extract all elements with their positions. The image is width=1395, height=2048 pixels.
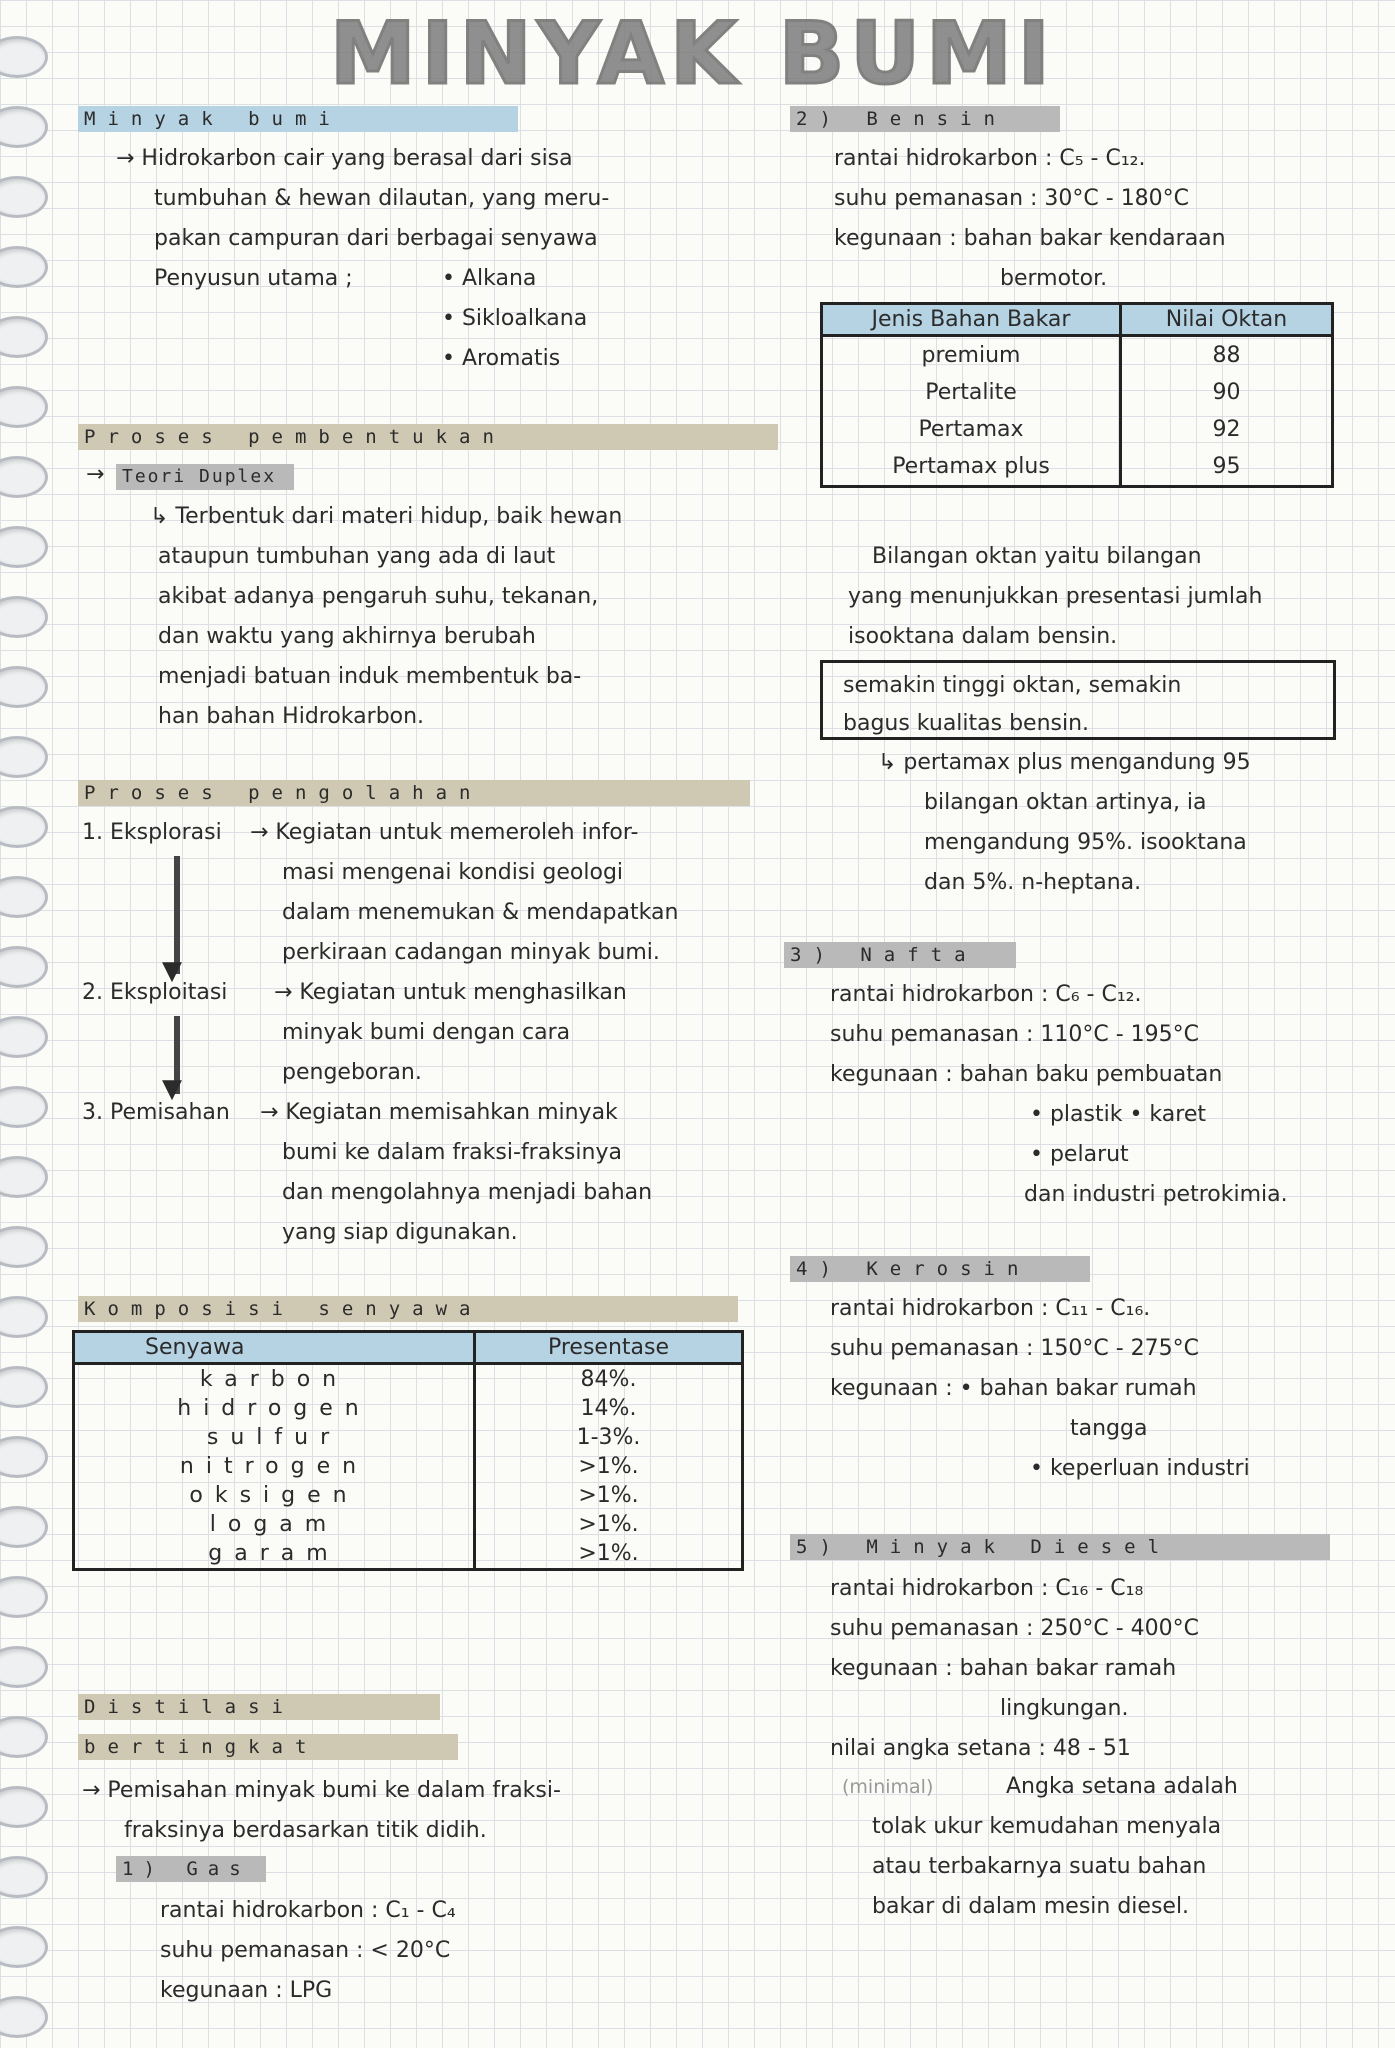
step-line: → Kegiatan untuk memeroleh infor-	[250, 820, 639, 845]
section-heading-proses-pembentukan: Proses pembentukan	[78, 424, 778, 450]
nafta-line: rantai hidrokarbon : C₆ - C₁₂.	[830, 982, 1142, 1007]
setana-note-label: (minimal)	[842, 1776, 934, 1798]
step-label: 1. Eksplorasi	[82, 820, 222, 845]
table-cell: karbon	[74, 1364, 475, 1395]
oktan-box-line: bagus kualitas bensin.	[843, 711, 1090, 736]
table-row	[74, 1394, 743, 1423]
nafta-line: suhu pemanasan : 110°C - 195°C	[830, 1022, 1200, 1047]
table-cell: 95	[1212, 454, 1241, 479]
step-line: dan mengolahnya menjadi bahan	[282, 1180, 653, 1205]
table-header: Nilai Oktan	[1165, 307, 1288, 332]
bensin-line: suhu pemanasan : 30°C - 180°C	[834, 186, 1190, 211]
teori-line: akibat adanya pengaruh suhu, tekanan,	[158, 584, 599, 609]
section-heading-proses-pengolahan: Proses pengolahan	[78, 780, 750, 806]
oktan-note-line: mengandung 95%. isooktana	[924, 830, 1247, 855]
step-label: 2. Eksploitasi	[82, 980, 228, 1005]
setana-definition-line: Angka setana adalah	[1006, 1774, 1238, 1799]
table-row	[822, 448, 1333, 487]
table-row	[74, 1510, 743, 1539]
kerosin-use: tangga	[1070, 1416, 1148, 1441]
table-cell: Pertamax plus	[822, 448, 1121, 487]
section-heading-komposisi: Komposisi senyawa	[78, 1296, 738, 1322]
oktan-definition-line: Bilangan oktan yaitu bilangan	[872, 544, 1202, 569]
kerosin-line: kegunaan : • bahan bakar rumah	[830, 1376, 1197, 1401]
table-cell: >1%.	[578, 1512, 639, 1537]
table-cell: hidrogen	[74, 1394, 475, 1423]
fraction-heading-gas: 1) Gas	[116, 1856, 266, 1882]
bensin-line: kegunaan : bahan bakar kendaraan	[834, 226, 1226, 251]
distilasi-line: → Pemisahan minyak bumi ke dalam fraksi-	[82, 1778, 561, 1803]
gas-line: rantai hidrokarbon : C₁ - C₄	[160, 1898, 456, 1923]
oktan-note-line: ↳ pertamax plus mengandung 95	[878, 750, 1251, 775]
page-title: MINYAK BUMI	[330, 4, 1056, 104]
step-line: perkiraan cadangan minyak bumi.	[282, 940, 660, 965]
table-cell: 88	[1212, 343, 1241, 368]
flow-arrow-head: ▼	[162, 1074, 182, 1104]
table-row	[74, 1539, 743, 1570]
section-heading-bertingkat: bertingkat	[78, 1734, 458, 1760]
diesel-line: rantai hidrokarbon : C₁₆ - C₁₈	[830, 1576, 1144, 1601]
teori-line: ataupun tumbuhan yang ada di laut	[158, 544, 556, 569]
step-line: dalam menemukan & mendapatkan	[282, 900, 679, 925]
definition-line: pakan campuran dari berbagai senyawa	[154, 226, 598, 251]
nafta-use: • pelarut	[1030, 1142, 1129, 1167]
table-cell: Pertamax	[822, 411, 1121, 448]
table-header: Senyawa	[74, 1332, 475, 1364]
setana-definition-line: tolak ukur kemudahan menyala	[872, 1814, 1222, 1839]
table-row	[822, 411, 1333, 448]
table-cell: 14%.	[580, 1396, 637, 1421]
teori-line: ↳ Terbentuk dari materi hidup, baik hewan	[150, 504, 623, 529]
fraction-heading-kerosin: 4) Kerosin	[790, 1256, 1090, 1282]
table-cell: premium	[822, 336, 1121, 375]
table-cell: 1-3%.	[576, 1425, 641, 1450]
definition-line: → Hidrokarbon cair yang berasal dari sisa	[116, 146, 573, 171]
table-cell: 84%.	[580, 1367, 637, 1392]
table-header: Presentase	[547, 1335, 670, 1360]
oktan-note-line: dan 5%. n-heptana.	[924, 870, 1142, 895]
fraction-heading-bensin: 2) Bensin	[790, 106, 1060, 132]
distilasi-line: fraksinya berdasarkan titik didih.	[124, 1818, 487, 1843]
teori-line: menjadi batuan induk membentuk ba-	[158, 664, 582, 689]
komposisi-table	[72, 1330, 744, 1571]
table-cell: 92	[1212, 417, 1241, 442]
setana-definition-line: atau terbakarnya suatu bahan	[872, 1854, 1207, 1879]
section-heading-distilasi: Distilasi	[78, 1694, 440, 1720]
nafta-use: • plastik • karet	[1030, 1102, 1206, 1127]
table-row	[822, 374, 1333, 411]
pengolahan-steps	[82, 818, 762, 1248]
table-row	[822, 336, 1333, 375]
step-line: yang siap digunakan.	[282, 1220, 518, 1245]
table-cell: oksigen	[74, 1481, 475, 1510]
table-row	[74, 1423, 743, 1452]
oktan-highlight-box	[820, 660, 1336, 740]
table-header: Jenis Bahan Bakar	[822, 304, 1121, 336]
table-cell: sulfur	[74, 1423, 475, 1452]
fraction-heading-nafta: 3) Nafta	[784, 942, 1016, 968]
oktan-definition-line: yang menunjukkan presentasi jumlah	[848, 584, 1263, 609]
step-label: 3. Pemisahan	[82, 1100, 230, 1125]
table-cell: nitrogen	[74, 1452, 475, 1481]
kerosin-line: suhu pemanasan : 150°C - 275°C	[830, 1336, 1200, 1361]
diesel-line: nilai angka setana : 48 - 51	[830, 1736, 1131, 1761]
section-heading-minyak-bumi: Minyak bumi	[78, 106, 518, 132]
fraction-heading-minyak-diesel: 5) Minyak Diesel	[790, 1534, 1330, 1560]
nafta-use: dan industri petrokimia.	[1024, 1182, 1288, 1207]
oktan-box-line: semakin tinggi oktan, semakin	[843, 673, 1182, 698]
definition-line: Penyusun utama ;	[154, 266, 353, 291]
oktan-definition-line: isooktana dalam bensin.	[848, 624, 1118, 649]
table-cell: 90	[1212, 380, 1241, 405]
component-item: • Aromatis	[442, 346, 561, 371]
flow-arrow-head: ▼	[162, 956, 182, 986]
diesel-line: suhu pemanasan : 250°C - 400°C	[830, 1616, 1200, 1641]
kerosin-use: • keperluan industri	[1030, 1456, 1250, 1481]
table-row	[74, 1481, 743, 1510]
bensin-line: bermotor.	[1000, 266, 1108, 291]
table-cell: logam	[74, 1510, 475, 1539]
gas-line: suhu pemanasan : < 20°C	[160, 1938, 451, 1963]
diesel-line: kegunaan : bahan bakar ramah	[830, 1656, 1177, 1681]
step-line: minyak bumi dengan cara	[282, 1020, 571, 1045]
component-item: • Sikloalkana	[442, 306, 588, 331]
gas-line: kegunaan : LPG	[160, 1978, 333, 2003]
oktan-table	[820, 302, 1334, 488]
step-line: → Kegiatan memisahkan minyak	[260, 1100, 618, 1125]
table-cell: >1%.	[578, 1541, 639, 1566]
kerosin-line: rantai hidrokarbon : C₁₁ - C₁₆.	[830, 1296, 1151, 1321]
setana-definition-line: bakar di dalam mesin diesel.	[872, 1894, 1190, 1919]
table-row	[74, 1452, 743, 1481]
teori-line: dan waktu yang akhirnya berubah	[158, 624, 536, 649]
component-item: • Alkana	[442, 266, 537, 291]
table-cell: >1%.	[578, 1483, 639, 1508]
definition-line: tumbuhan & hewan dilautan, yang meru-	[154, 186, 610, 211]
teori-duplex-label: Teori Duplex	[116, 464, 294, 490]
oktan-note-line: bilangan oktan artinya, ia	[924, 790, 1207, 815]
table-row	[74, 1364, 743, 1395]
step-line: → Kegiatan untuk menghasilkan	[274, 980, 627, 1005]
table-cell: garam	[74, 1539, 475, 1570]
arrow-glyph: →	[86, 462, 105, 487]
table-cell: >1%.	[578, 1454, 639, 1479]
bensin-line: rantai hidrokarbon : C₅ - C₁₂.	[834, 146, 1146, 171]
nafta-line: kegunaan : bahan baku pembuatan	[830, 1062, 1223, 1087]
table-cell: Pertalite	[822, 374, 1121, 411]
diesel-line: lingkungan.	[1000, 1696, 1129, 1721]
step-line: masi mengenai kondisi geologi	[282, 860, 624, 885]
step-line: bumi ke dalam fraksi-fraksinya	[282, 1140, 622, 1165]
teori-line: han bahan Hidrokarbon.	[158, 704, 425, 729]
step-line: pengeboran.	[282, 1060, 422, 1085]
